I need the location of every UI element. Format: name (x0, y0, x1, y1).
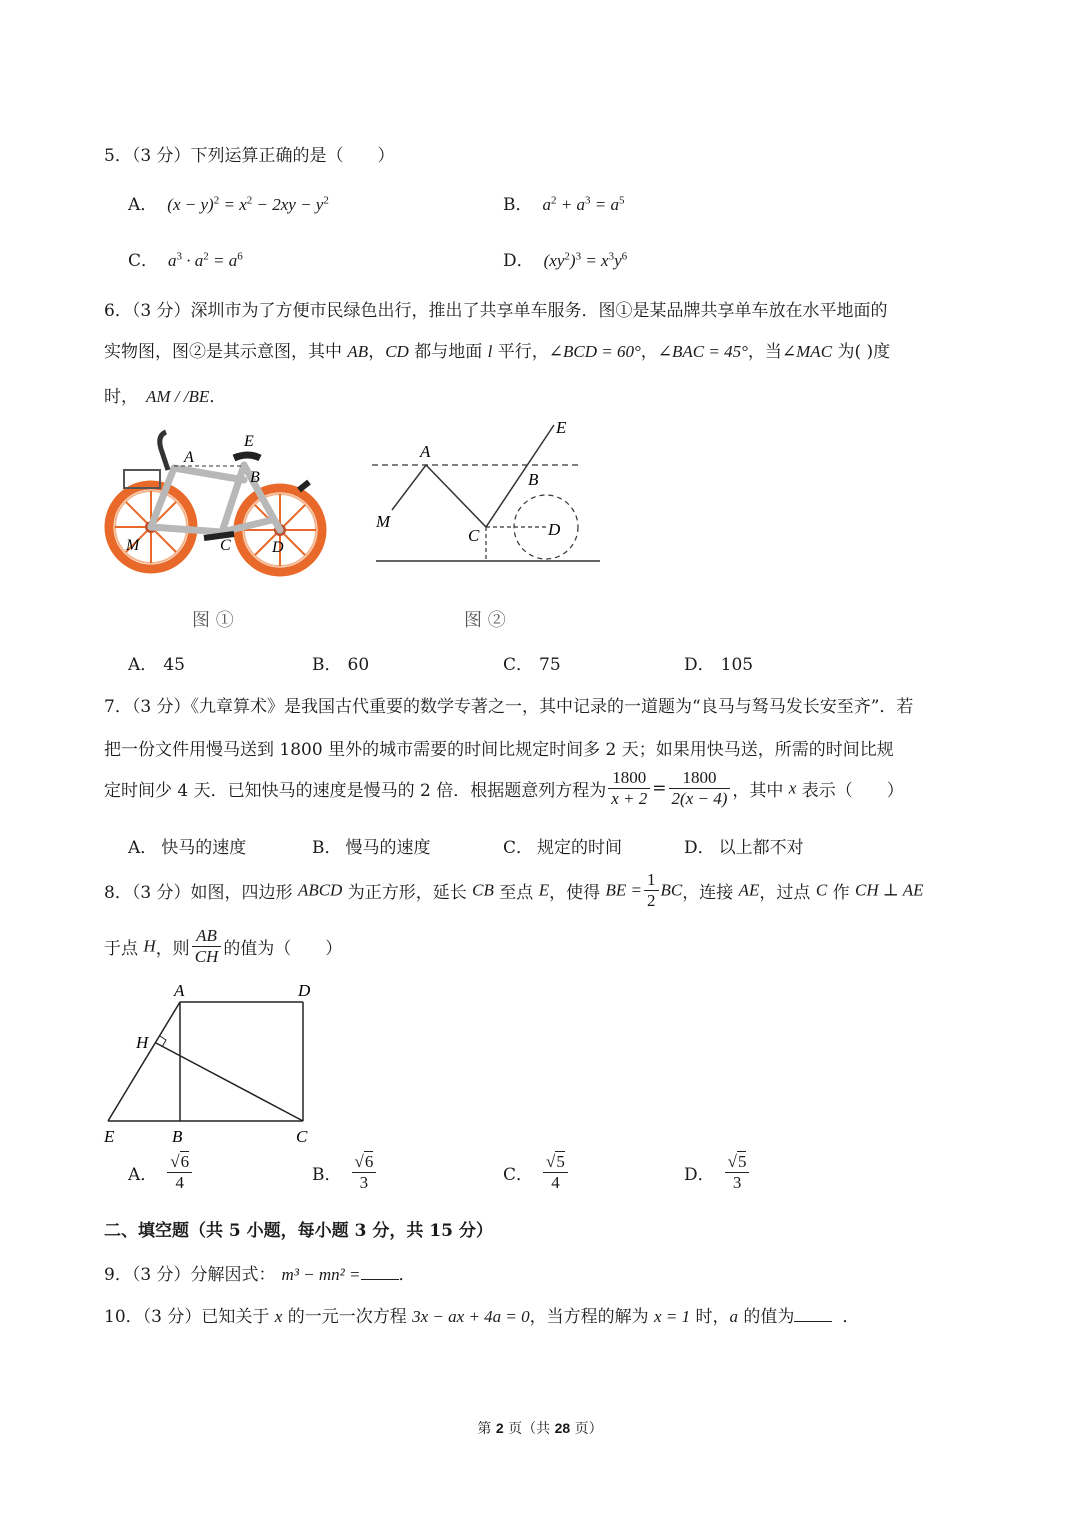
section-2-title: 二、填空题（共 5 小题，每小题 3 分，共 15 分） (104, 1221, 493, 1241)
fig1-label-d: D (272, 539, 284, 556)
q8-option-a: A． $\frac{√6}{4}$ (128, 1152, 194, 1193)
q7-option-a: A． 快马的速度 (128, 838, 247, 858)
fig3-label-d: D (298, 981, 311, 1000)
q5-option-c: C． $a^3 \cdot a^2 = a^6$ (128, 250, 243, 271)
q8-option-c: C． $\frac{√5}{4}$ (503, 1152, 570, 1193)
fig3-label-b: B (172, 1127, 183, 1146)
fig2-caption: 图 ② (464, 610, 506, 631)
fig2-label-m: M (376, 512, 391, 531)
q8-line2: 于点 H，则 $\frac{AB}{CH}$ 的值为（ ） (104, 926, 343, 966)
fig3-label-c: C (296, 1127, 308, 1146)
bike-frame (151, 465, 280, 532)
page-footer: 第 2 页（共 28 页） (477, 1420, 603, 1437)
q5-stem: 5．（3 分）下列运算正确的是（ ） (104, 146, 395, 166)
q8-half-fraction: $\frac{1}{2}$ (644, 870, 659, 911)
q10: 10．（3 分）已知关于 x 的一元一次方程 3x − ax + 4a = 0，当方程的解为 x = 1 时，a 的值为 ． (104, 1307, 860, 1327)
q7-option-b: B． 慢马的速度 (312, 838, 431, 858)
q7-option-c: C． 规定的时间 (503, 838, 623, 858)
q7-line1: 7．（3 分）《九章算术》是我国古代重要的数学专著之一，其中记录的一道题为“良马与驽马发长安至齐”．若 (104, 697, 914, 717)
q6-option-d: D． 105 (684, 655, 754, 675)
fig3-label-h: H (136, 1033, 149, 1052)
q7-line2: 把一份文件用慢马送到 1800 里外的城市需要的时间比规定时间多 2 天；如果用快马送，所需的时间比规 (104, 740, 894, 760)
fig2-label-e: E (556, 418, 567, 437)
fig1-label-a: A (184, 449, 194, 466)
bicycle-photo-figure (104, 420, 334, 605)
fig3-label-e: E (104, 1127, 115, 1146)
q7-option-d: D． 以上都不对 (684, 838, 804, 858)
q6-option-c: C． 75 (503, 655, 561, 675)
q8-line1: 8．（3 分）如图，四边形 ABCD 为正方形，延长 CB 至点 E，使得 BE = $\frac{1}{2}$ BC，连接 AE，过点 C 作 CH ⊥ AE (104, 870, 924, 910)
bicycle-schematic-figure (368, 415, 608, 570)
q6-line3: 时， AM / /BE． (104, 387, 227, 407)
fig1-label-c: C (220, 537, 231, 554)
q8-ratio-fraction: $\frac{AB}{CH}$ (192, 926, 222, 967)
q5-option-b: B． $a^2 + a^3 = a^5$ (503, 194, 625, 215)
fig1-label-e: E (244, 433, 254, 450)
q7-fraction-1: $\frac{1800}{x + 2}$ (608, 768, 650, 809)
q5-option-a: A． $(x - y)^2 = x^2 - 2xy - y^2$ (128, 194, 329, 215)
q7-fraction-2: $\frac{1800}{2(x - 4)}$ (669, 768, 731, 809)
fig3-label-a: A (174, 981, 185, 1000)
square-figure (100, 978, 320, 1148)
q6-option-b: B． 60 (312, 655, 370, 675)
q6-line1: 6．（3 分）深圳市为了方便市民绿色出行，推出了共享单车服务．图①是某品牌共享单车放在水平地面的 (104, 301, 888, 321)
q10-answer-blank[interactable] (794, 1305, 832, 1322)
fig1-label-m: M (126, 537, 140, 554)
fig2-label-d: D (548, 520, 561, 539)
q8-option-d: D． $\frac{√5}{3}$ (684, 1152, 751, 1193)
q9: 9．（3 分）分解因式： m³ − mn² = ． (104, 1265, 416, 1285)
fig1-caption: 图 ① (192, 610, 234, 631)
fig2-label-a: A (420, 442, 431, 461)
fig2-label-c: C (468, 526, 480, 545)
q8-option-b: B． $\frac{√6}{3}$ (312, 1152, 378, 1193)
q5-option-d: D． $(xy^2)^3 = x^3y^6$ (503, 250, 628, 271)
fig2-label-b: B (528, 470, 539, 489)
q6-option-a: A． 45 (128, 655, 185, 675)
q7-line3: 定时间少 4 天．已知快马的速度是慢马的 2 倍．根据题意列方程为 $\frac{1800}{x + 2}$ = $\frac{1800}{2(x - 4)}$ ，其中 x 表示（ ） (104, 768, 904, 808)
fig1-label-b: B (250, 469, 260, 486)
q6-line2: 实物图，图②是其示意图，其中 AB，CD 都与地面 l 平行，∠BCD = 60°，∠BAC = 45°，当∠MAC 为( )度 (104, 342, 891, 362)
q9-answer-blank[interactable] (361, 1263, 399, 1280)
